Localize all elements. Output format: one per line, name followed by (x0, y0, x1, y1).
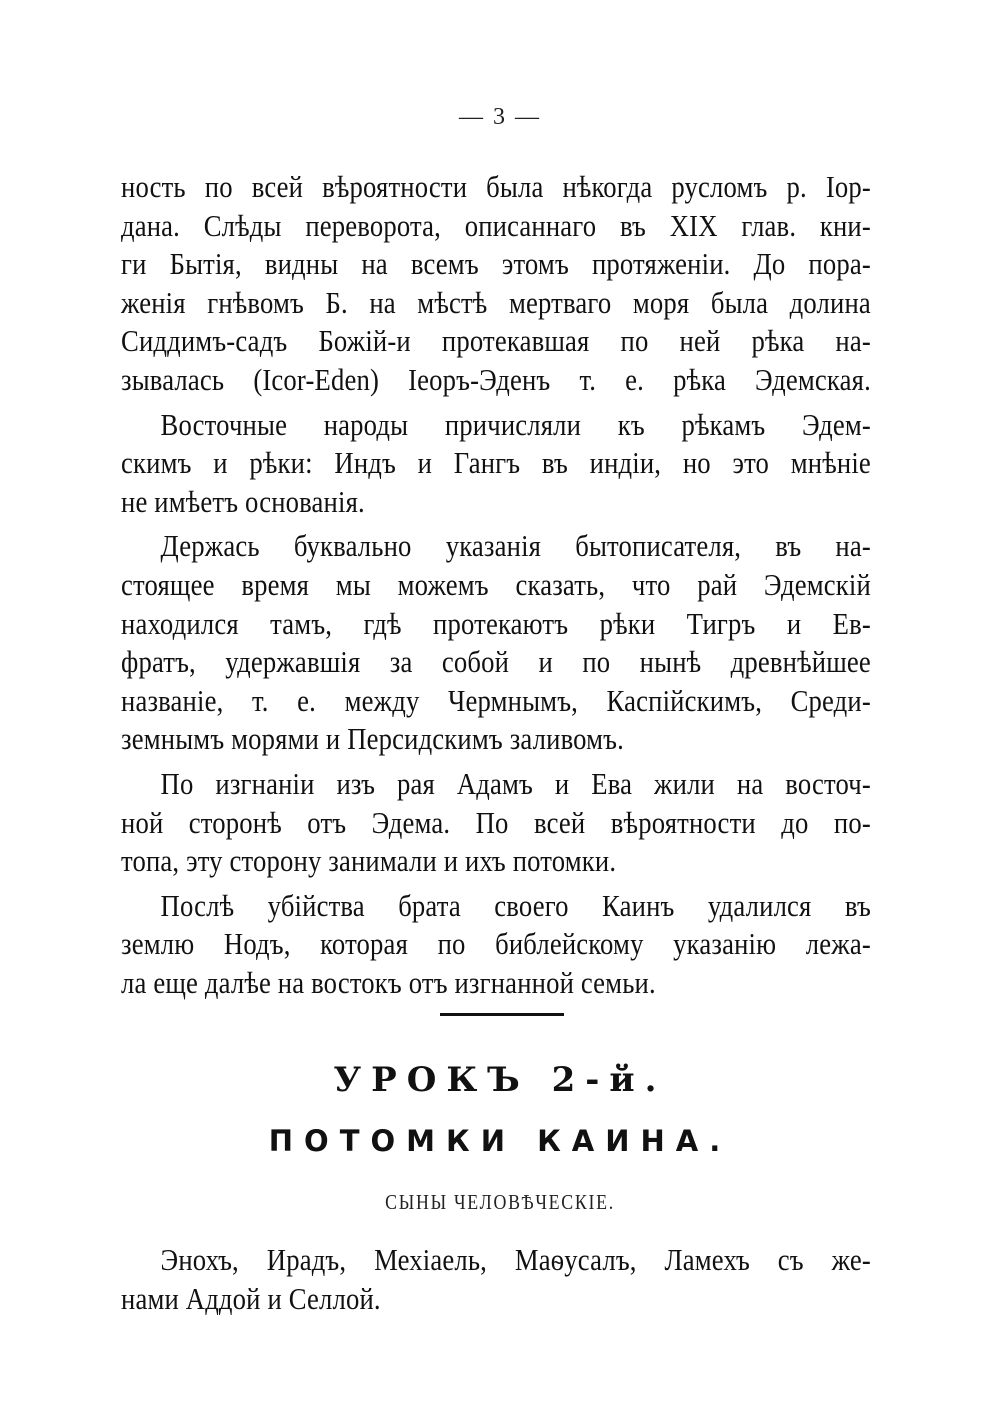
text-line: скимъ и рѣки: Индъ и Гангъ въ индіи, но это мнѣніе (121, 445, 871, 481)
section-text (121, 1241, 881, 1318)
text-line: Восточные народы причисляли къ рѣкамъ Эдем- (160, 406, 871, 442)
text-line: ги Бытія, видны на всемъ этомъ протяженіи. До пора- (121, 246, 871, 282)
text-line: находился тамъ, гдѣ протекаютъ рѣки Тигръ и Ев- (121, 605, 871, 641)
body-text (121, 168, 871, 1002)
text-line: дана. Слѣды переворота, описаннаго въ XIX глав. кни- (121, 207, 871, 243)
text-line: фратъ, удержавшія за собой и по нынѣ древнѣйшее (121, 644, 871, 680)
chapter-title: ПОТОМКИ КАИНА. (268, 1124, 732, 1158)
text-line: ной сторонѣ отъ Эдема. По всей вѣроятности до по- (121, 804, 871, 840)
section-divider (440, 1013, 564, 1016)
text-line: Держась буквально указанія бытописателя, въ на- (160, 528, 871, 564)
text-line: не имѣетъ основанія. (121, 483, 365, 519)
page-number: — 3 — (459, 104, 541, 130)
text-line: земнымъ морями и Персидскимъ заливомъ. (121, 721, 624, 757)
text-line: Энохъ, Ирадъ, Мехіаель, Маѳусалъ, Ламехъ съ же- (160, 1242, 871, 1277)
section-subtitle: СЫНЫ ЧЕЛОВѢЧЕСКІЕ. (385, 1190, 615, 1214)
text-line: названіе, т. е. между Чермнымъ, Каспійскимъ, Среди- (121, 682, 871, 718)
lesson-title: УРОКЪ 2-й. (333, 1060, 667, 1100)
text-line: ность по всей вѣроятности была нѣкогда русломъ р. Іор- (121, 169, 871, 204)
text-line: Сиддимъ-садъ Божій-и протекавшая по ней рѣка на- (121, 323, 871, 359)
text-line: ла еще далѣе на востокъ отъ изгнанной семьи. (121, 964, 656, 1000)
text-line: топа, эту сторону занимали и ихъ потомки. (121, 843, 617, 879)
text-line: стоящее время мы можемъ сказать, что рай Эдемскій (121, 566, 871, 602)
text-line: Послѣ убійства брата своего Каинъ удалился въ (160, 887, 871, 923)
text-line: зывалась (Ісor-Eden) Іеоръ-Эденъ т. е. рѣка Эдемская. (121, 361, 871, 397)
text-line: женія гнѣвомъ Б. на мѣстѣ мертваго моря была долина (121, 284, 871, 320)
text-line: нами Аддой и Селлой. (121, 1280, 381, 1316)
text-line: землю Нодъ, которая по библейскому указанію лежа- (121, 926, 871, 962)
text-line: По изгнаніи изъ рая Адамъ и Ева жили на восточ- (160, 765, 871, 801)
